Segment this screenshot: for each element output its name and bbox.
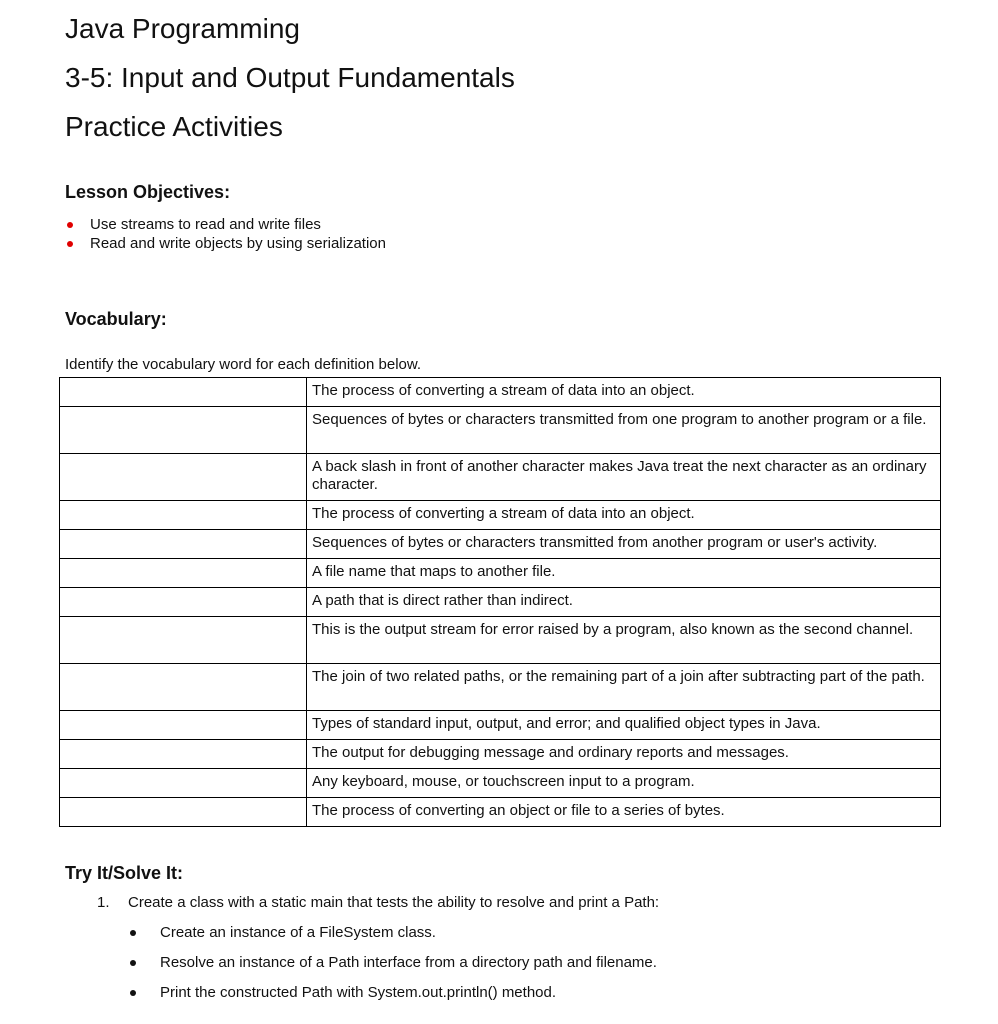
course-title: Java Programming [65,13,300,44]
term-answer-cell[interactable] [60,530,307,559]
definition-cell: This is the output stream for error raised by a program, also known as the second channel. [307,617,941,664]
black-bullet-icon [130,930,136,936]
table-row [60,711,941,740]
table-row [60,454,941,501]
table-row [60,407,941,454]
list-item [128,924,657,954]
step-text: Resolve an instance of a Path interface from a directory path and filename. [160,954,657,971]
lesson-title: 3-5: Input and Output Fundamentals [65,62,515,93]
try-it-heading: Try It/Solve It: [65,863,184,883]
vocabulary-instructions: Identify the vocabulary word for each definition below. [65,356,422,373]
step-text: Create an instance of a FileSystem class. [160,924,436,941]
step-text: Print the constructed Path with System.out.println() method. [160,984,557,1001]
objective-text: Read and write objects by using serialization [90,235,386,252]
task-text: Create a class with a static main that tests the ability to resolve and print a Path: [128,894,660,911]
list-item [128,984,657,1014]
term-answer-cell[interactable] [60,559,307,588]
table-row [60,588,941,617]
table-row [60,617,941,664]
term-answer-cell[interactable] [60,501,307,530]
definition-cell: A back slash in front of another character makes Java treat the next character as an ordinary character. [307,454,941,501]
term-answer-cell[interactable] [60,711,307,740]
definition-cell: The process of converting a stream of data into an object. [307,378,941,407]
term-answer-cell[interactable] [60,407,307,454]
table-row [60,664,941,711]
table-row [60,740,941,769]
table-row [60,559,941,588]
vocabulary-table [59,377,941,827]
table-row [60,378,941,407]
term-answer-cell[interactable] [60,588,307,617]
definition-cell: The process of converting an object or file to a series of bytes. [307,798,941,827]
definition-cell: Sequences of bytes or characters transmitted from one program to another program or a file. [307,407,941,454]
objectives-heading: Lesson Objectives: [65,182,231,202]
term-answer-cell[interactable] [60,798,307,827]
list-item [65,234,386,253]
red-bullet-icon [67,222,73,228]
definition-cell: Sequences of bytes or characters transmitted from another program or user's activity. [307,530,941,559]
definition-cell: A file name that maps to another file. [307,559,941,588]
objective-text: Use streams to read and write files [90,216,321,233]
list-item [65,215,386,234]
term-answer-cell[interactable] [60,664,307,711]
vocabulary-heading: Vocabulary: [65,309,167,329]
objectives-list [65,215,386,253]
definition-cell: The output for debugging message and ordinary reports and messages. [307,740,941,769]
definition-cell: Types of standard input, output, and error; and qualified object types in Java. [307,711,941,740]
definition-cell: Any keyboard, mouse, or touchscreen input to a program. [307,769,941,798]
black-bullet-icon [130,990,136,996]
term-answer-cell[interactable] [60,740,307,769]
activity-title: Practice Activities [65,111,283,142]
definition-cell: The join of two related paths, or the remaining part of a join after subtracting part of the path. [307,664,941,711]
term-answer-cell[interactable] [60,378,307,407]
table-row [60,501,941,530]
black-bullet-icon [130,960,136,966]
table-row [60,530,941,559]
red-bullet-icon [67,241,73,247]
definition-cell: The process of converting a stream of data into an object. [307,501,941,530]
list-item [128,954,657,984]
task-number: 1. [97,894,110,911]
table-row [60,798,941,827]
definition-cell: A path that is direct rather than indirect. [307,588,941,617]
term-answer-cell[interactable] [60,454,307,501]
term-answer-cell[interactable] [60,617,307,664]
term-answer-cell[interactable] [60,769,307,798]
task-steps-list [128,924,657,1014]
table-row [60,769,941,798]
